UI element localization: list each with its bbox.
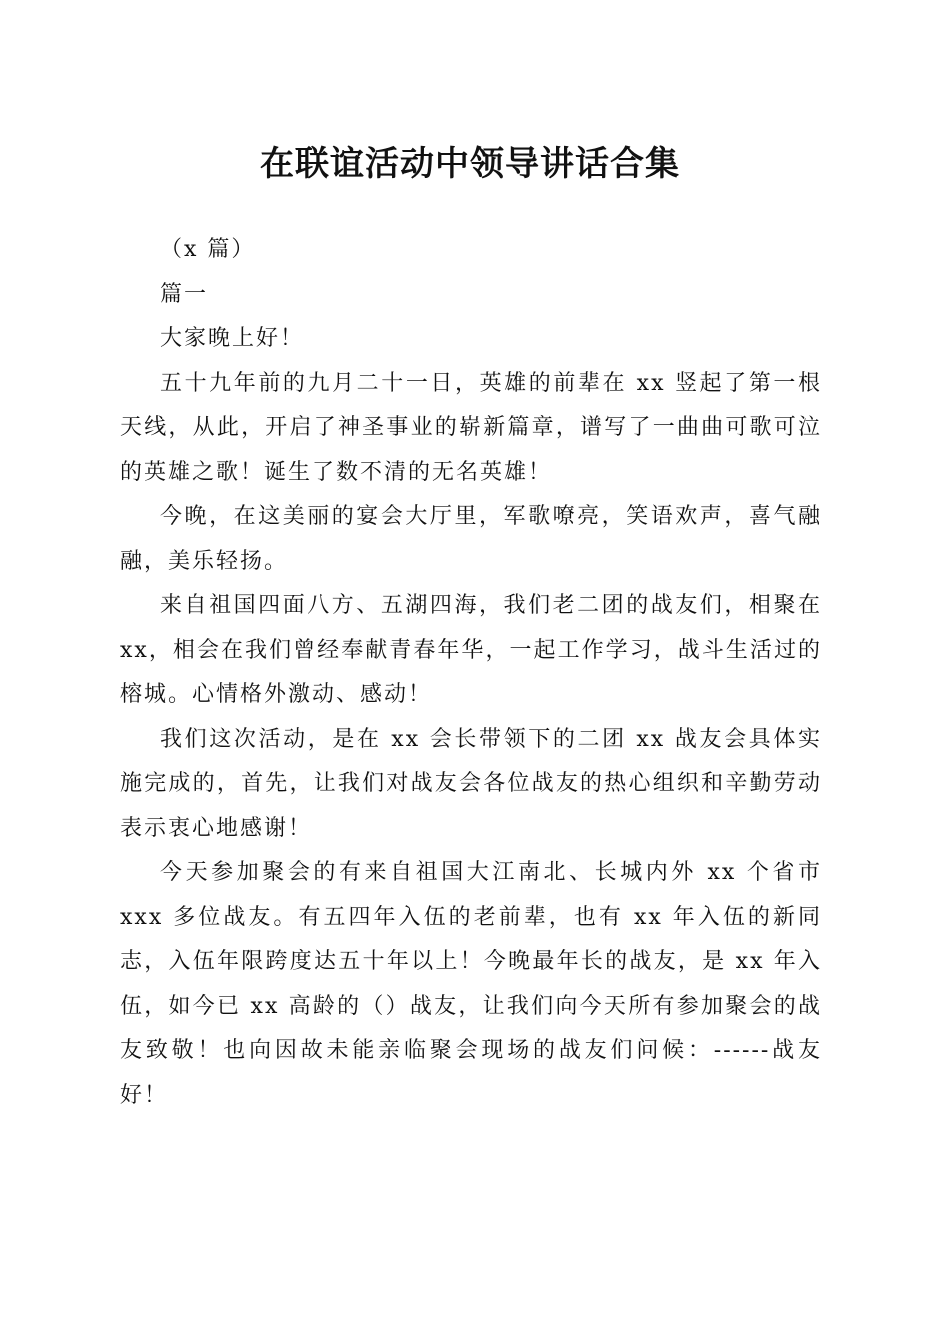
paragraph-count-note: （x 篇） (160, 237, 256, 262)
paragraph: 来自祖国四面八方、五湖四海，我们老二团的战友们，相聚在 xx，相会在我们曾经奉献青春年华，一起工作学习，战斗生活过的榕城。心情格外激动、感动！ (120, 593, 822, 707)
paragraph: 今晚，在这美丽的宴会大厅里，军歌嘹亮，笑语欢声，喜气融融，美乐轻扬。 (120, 504, 822, 574)
document-title: 在联谊活动中领导讲话合集 (260, 144, 680, 184)
paragraph: 五十九年前的九月二十一日，英雄的前辈在 xx 竖起了第一根天线，从此，开启了神圣事业的崭新篇章，谱写了一曲曲可歌可泣的英雄之歌！诞生了数不清的无名英雄！ (120, 370, 822, 485)
paragraph: 我们这次活动，是在 xx 会长带领下的二团 xx 战友会具体实施完成的，首先，让我们对战友会各位战友的热心组织和辛勤劳动表示衷心地感谢！ (120, 726, 822, 841)
document-body (120, 228, 822, 1118)
paragraph-greeting: 大家晚上好！ (160, 326, 305, 351)
paragraph-section-heading: 篇一 (160, 281, 209, 307)
paragraph: 今天参加聚会的有来自祖国大江南北、长城内外 xx 个省市 xxx 多位战友。有五四年入伍的老前辈，也有 xx 年入伍的新同志，入伍年限跨度达五十年以上！今晚最年长的战友，是 xx 年入伍，如今已 xx 高龄的（）战友，让我们向今天所有参加聚会的战友致敬！也向因故未能亲临聚会现场的战友们问候：------战友好！ (120, 860, 822, 1108)
